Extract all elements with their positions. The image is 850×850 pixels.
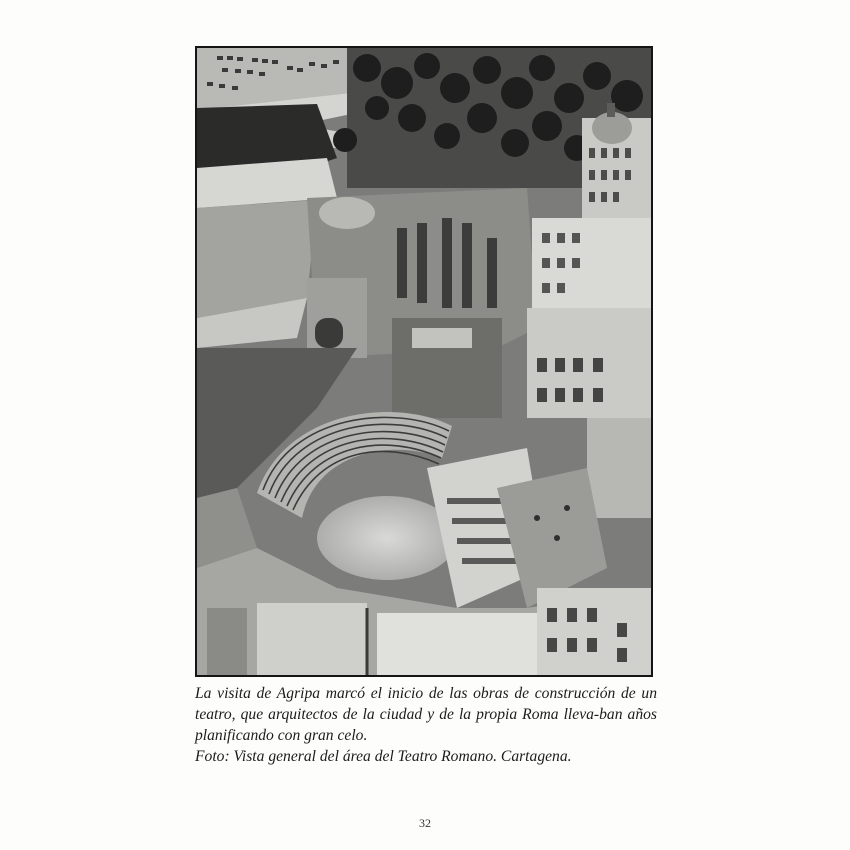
photo-caption: [195, 683, 657, 767]
aerial-photograph: [195, 46, 653, 677]
photo-credit: Foto: Vista general del área del Teatro Romano. Cartagena.: [195, 748, 572, 765]
page-number: 32: [419, 816, 431, 830]
caption-text: La visita de Agripa marcó el inicio de las obras de construcción de un teatro, que arquitectos de la ciudad y de la propia Roma lleva-ban años planificando con gran celo.: [195, 685, 657, 744]
theatre-aerial-illustration: [197, 48, 651, 675]
